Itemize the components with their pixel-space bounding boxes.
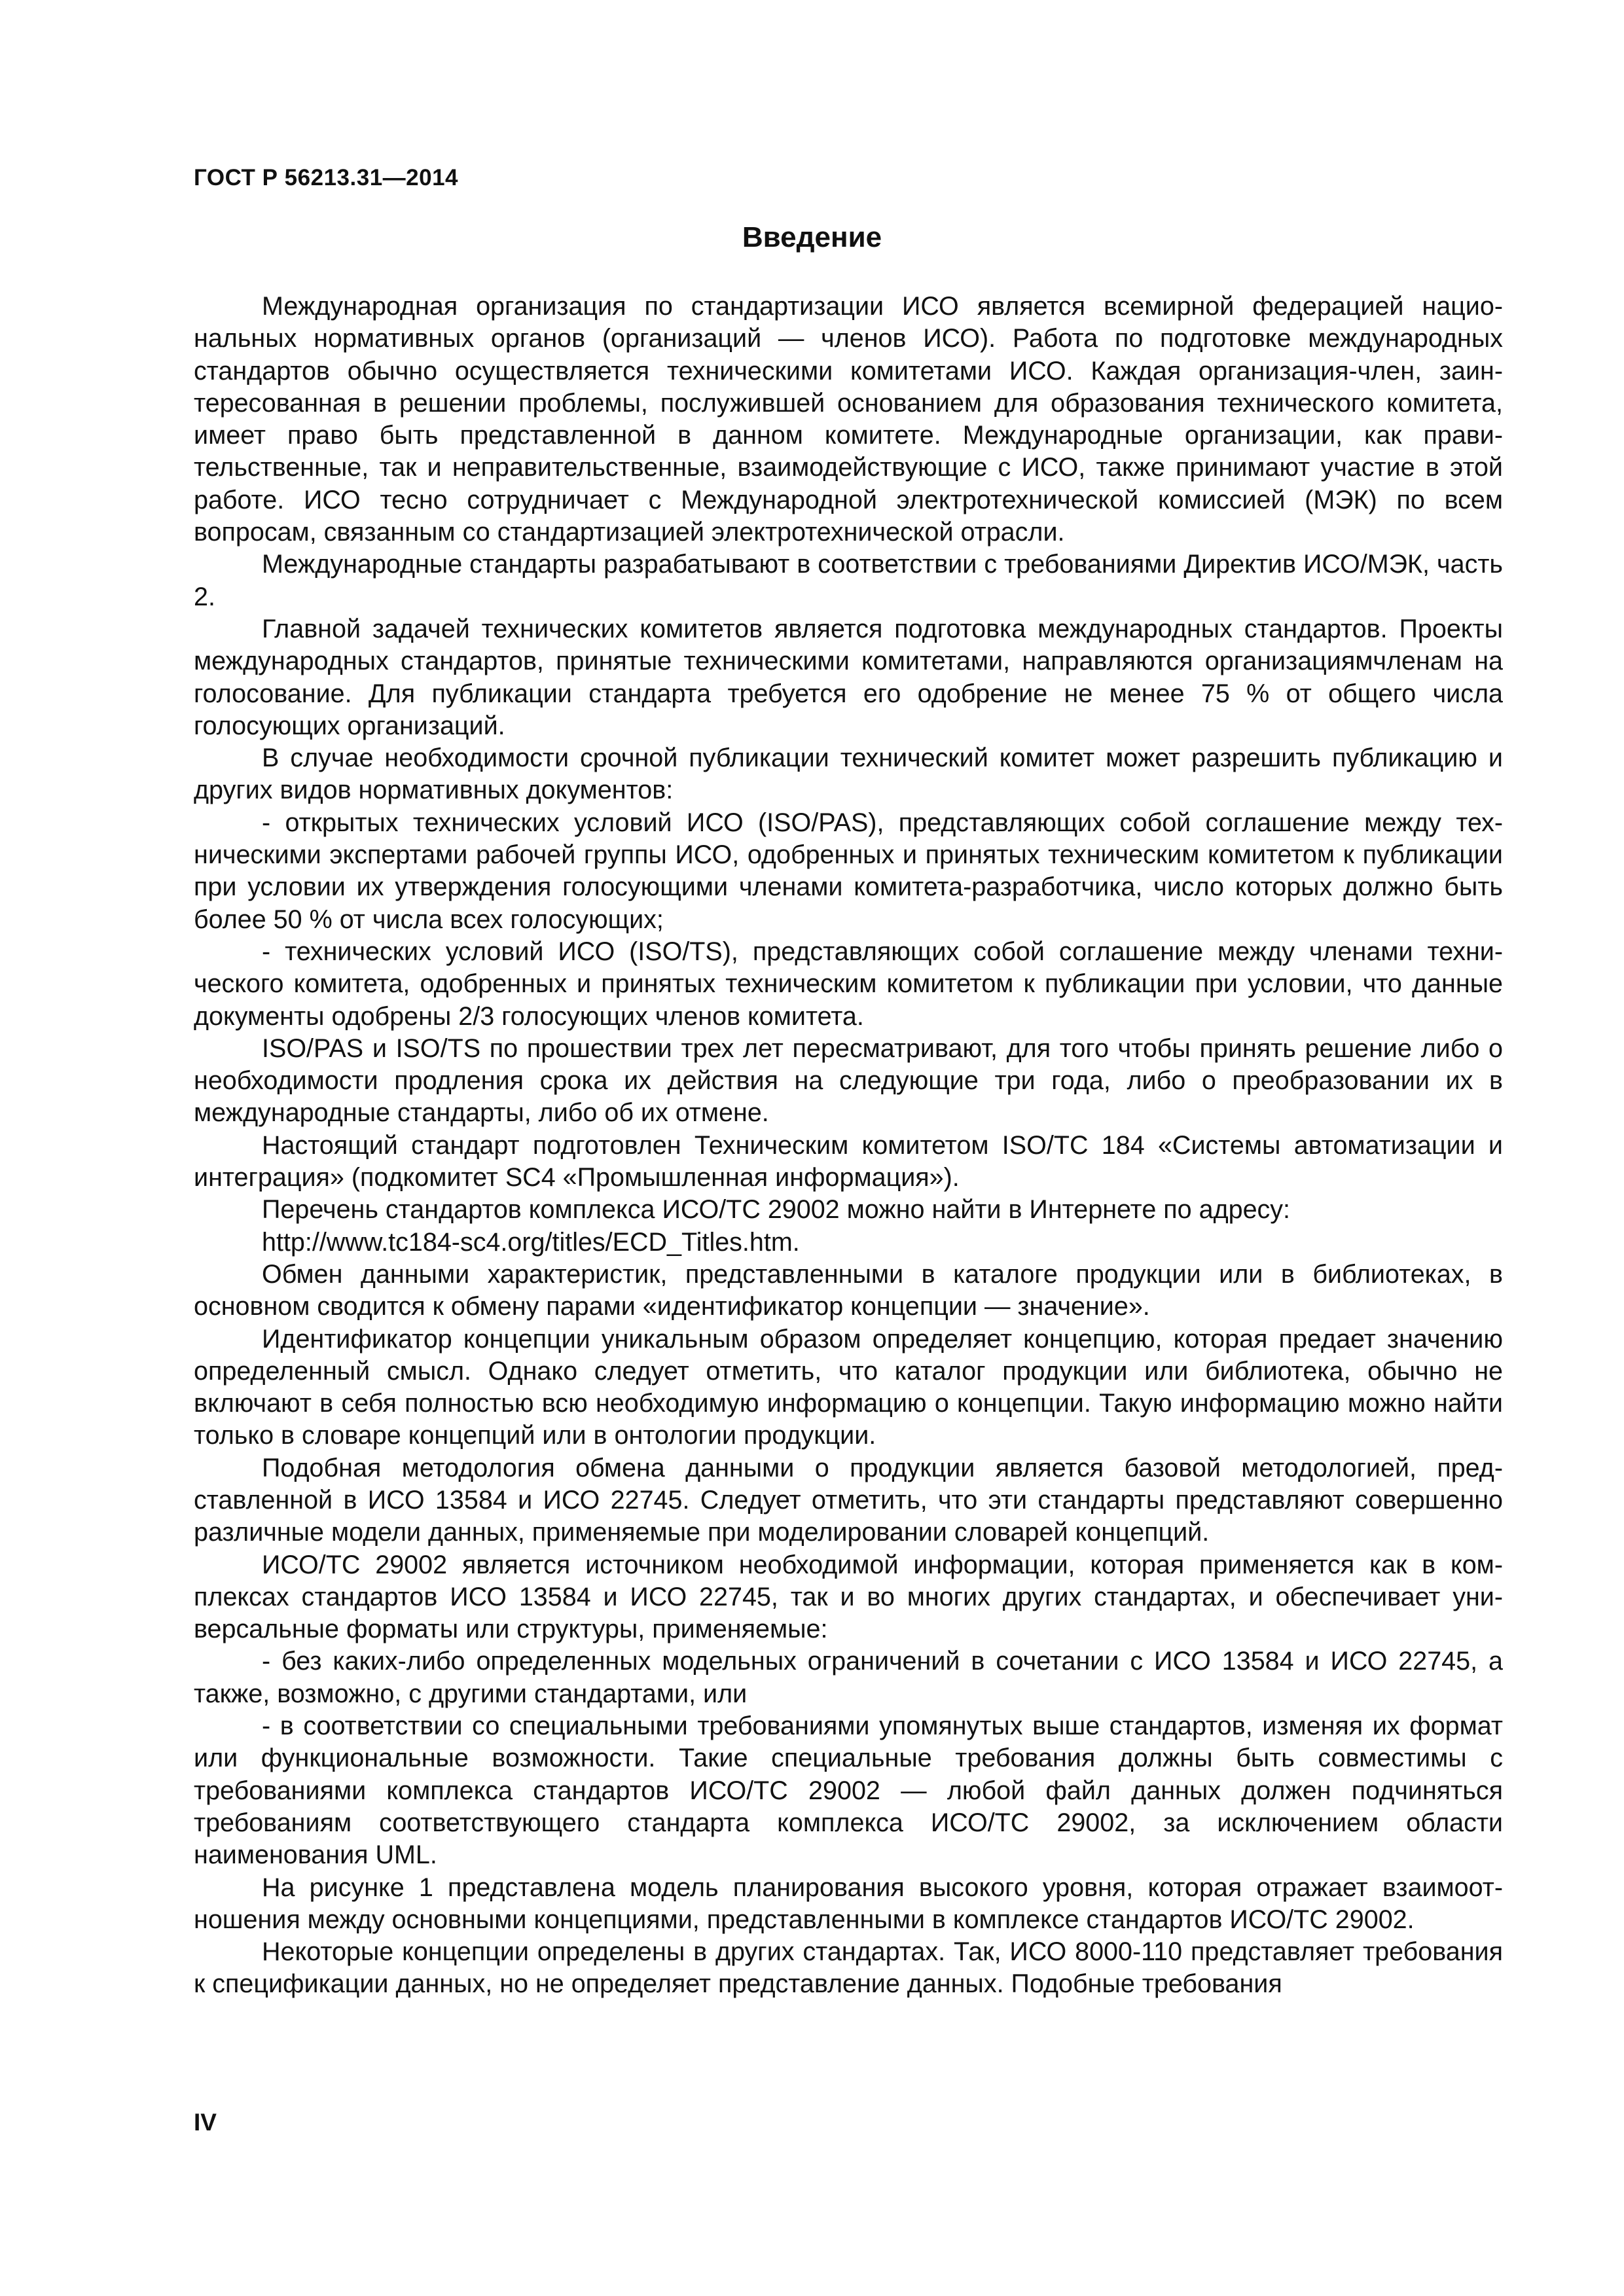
document-number-header: ГОСТ Р 56213.31—2014 <box>194 165 459 190</box>
list-item: - без каких-либо определенных модельных ограничений в сочетании с ИСО 13584 и ИСО 22745, а также, возможно, с другими стандартами, или <box>194 1647 1503 1708</box>
document-body <box>194 291 1503 2001</box>
paragraph: На рисунке 1 представлена модель планирования высокого уровня, которая отражает взаимоотношения между основными концепциями, представленными в комплексе стандартов ИСО/ТС 29002. <box>194 1873 1503 1934</box>
list-item: - открытых технических условий ИСО (ISO/PAS), представляющих собой соглашение между техническими экспертами рабочей группы ИСО, одобренных и принятых техническим комитетом к публикации при условии их утверждения голосующими членами комитета-разработчика, число которых должно быть более 50 % от числа всех голосующих; <box>194 808 1503 934</box>
page-number: IV <box>194 2109 217 2136</box>
paragraph: Международная организация по стандартизации ИСО является всемирной федерацией национальных нормативных органов (организаций — членов ИСО). Работа по подготовке международных стандартов обычно осуществляется техническими комитетами ИСО. Каждая организация-член, заинтересованная в решении проблемы, послужившей основанием для образования технического комитета, имеет право быть представленной в данном комитете. Международные организации, как правительственные, так и неправительственные, взаимодействующие с ИСО, также принимают участие в этой работе. ИСО тесно сотрудничает с Международной электротехнической комиссией (МЭК) по всем вопросам, связанным со стандартизацией электротехнической отрасли. <box>194 292 1503 547</box>
paragraph: ИСО/ТС 29002 является источником необходимой информации, которая применяется как в комплексах стандартов ИСО 13584 и ИСО 22745, так и во многих других стандартах, и обеспечивает универсальные форматы или структуры, применяемые: <box>194 1550 1503 1644</box>
paragraph: Подобная методология обмена данными о продукции является базовой методологией, представленной в ИСО 13584 и ИСО 22745. Следует отметить, что эти стандарты представляют совершенно различные модели данных, применяемые при моделировании словарей концепций. <box>194 1453 1503 1547</box>
section-title: Введение <box>742 221 882 253</box>
paragraph: Обмен данными характеристик, представленными в каталоге продукции или в библиотеках, в основном сводится к обмену парами «идентификатор концепции — значение». <box>194 1259 1503 1321</box>
url-line: http://www.tc184-sc4.org/titles/ECD_Titles.htm. <box>262 1227 800 1257</box>
paragraph: Перечень стандартов комплекса ИСО/ТС 29002 можно найти в Интернете по адресу: <box>262 1195 1291 1225</box>
paragraph: Идентификатор концепции уникальным образом определяет концепцию, которая предает значению определенный смысл. Однако следует отметить, что каталог продукции или библиотека, обычно не включают в себя полностью всю необходимую информацию о концепции. Такую информацию можно найти только в словаре концепций или в онтологии продукции. <box>194 1324 1503 1450</box>
list-item: - технических условий ИСО (ISO/TS), представляющих собой соглашение между членами технического комитета, одобренных и принятых техническим комитетом к публикации при условии, что данные документы одобрены 2/3 голосующих членов комитета. <box>194 937 1503 1031</box>
list-item: - в соответствии со специальными требованиями упомянутых выше стандартов, изменяя их формат или функциональные возможности. Такие специальные требования должны быть совместимы с требованиями комплекса стандартов ИСО/ТС 29002 — любой файл данных должен подчиняться требованиям соответствующего стандарта комплекса ИСО/ТС 29002, за исключением области наименования UML. <box>194 1712 1503 1870</box>
paragraph: Главной задачей технических комитетов является подготовка международных стандартов. Проекты международных стандартов, принятые техническими комитетами, направляются организациямчленам на голосование. Для публикации стандарта требуется его одобрение не менее 75 % от общего числа голосующих организаций. <box>194 614 1503 740</box>
paragraph: Настоящий стандарт подготовлен Техническим комитетом ISO/TC 184 «Системы автоматизации и интеграция» (подкомитет SC4 «Промышленная информация»). <box>194 1130 1503 1193</box>
paragraph: Некоторые концепции определены в других стандартах. Так, ИСО 8000-110 представляет требования к спецификации данных, но не определяет представление данных. Подобные требования <box>194 1937 1503 1999</box>
paragraph: ISO/PAS и ISO/TS по прошествии трех лет пересматривают, для того чтобы принять решение либо о необходимости продления срока их действия на следующие три года, либо о преобразовании их в международные стандарты, либо об их отмене. <box>194 1033 1503 1128</box>
paragraph: В случае необходимости срочной публикации технический комитет может разрешить публикацию и других видов нормативных документов: <box>194 744 1503 805</box>
paragraph: Международные стандарты разрабатывают в соответствии с требованиями Директив ИСО/МЭК, часть 2. <box>194 550 1503 611</box>
